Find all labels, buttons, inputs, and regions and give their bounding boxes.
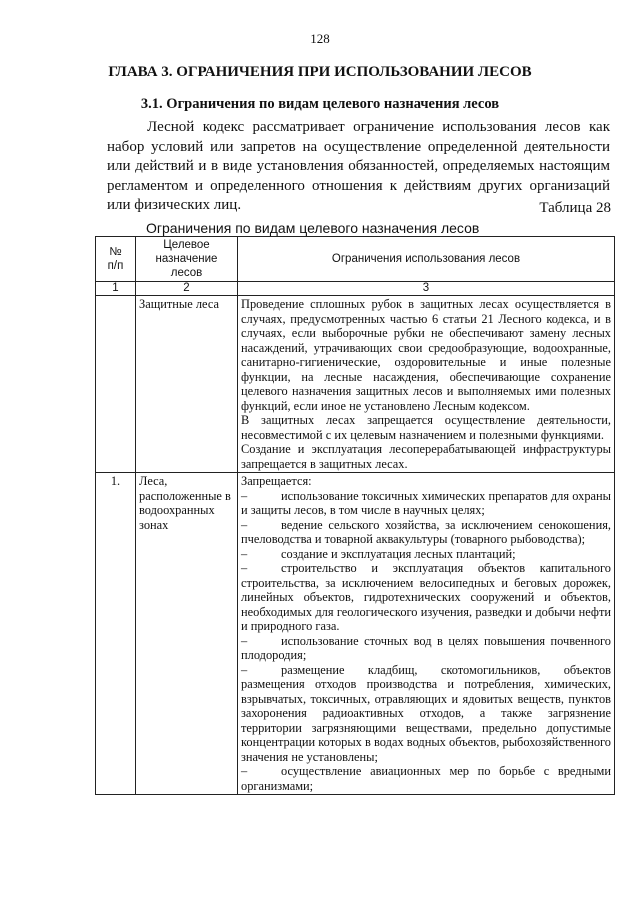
restriction-item-text: создание и эксплуатация лесных плантаций; bbox=[281, 546, 516, 561]
dash-marker: – bbox=[241, 662, 248, 677]
column-number: 2 bbox=[136, 282, 238, 296]
column-number: 3 bbox=[238, 282, 615, 296]
page-number: 128 bbox=[310, 31, 330, 46]
table-title: Ограничения по видам целевого назначения лесов bbox=[146, 220, 480, 236]
row-num: 1. bbox=[96, 473, 136, 795]
table-header-row bbox=[96, 237, 615, 282]
header-purpose: Целевое назначение лесов bbox=[136, 237, 238, 282]
row-purpose: Леса, расположенные в водоохранных зонах bbox=[136, 473, 238, 795]
restriction-item-text: ведение сельского хозяйства, за исключением сенокошения, пчеловодства и товарной аквакультуры (товарного рыбоводства); bbox=[241, 517, 611, 546]
restriction-item-text: строительство и эксплуатация объектов капитального строительства, за исключением велосипедных и беговых дорожек, линейных объектов, гидротехнических сооружений и объектов, необходимых для геологического изучения, разведки и добычи нефти и природного газа. bbox=[241, 561, 611, 633]
header-restrictions: Ограничения использования лесов bbox=[238, 237, 615, 282]
restriction-paragraph: В защитных лесах запрещается осуществление деятельности, несовместимой с их целевым назначением и полезными функциями. bbox=[241, 413, 611, 442]
restriction-item bbox=[241, 489, 611, 518]
restriction-item bbox=[241, 634, 611, 663]
table-label: Таблица 28 bbox=[539, 200, 611, 216]
restriction-paragraph: Создание и эксплуатация лесоперерабатывающей инфраструктуры запрещается в защитных лесах. bbox=[241, 442, 611, 471]
row-num bbox=[96, 296, 136, 473]
chapter-title: ГЛАВА 3. ОГРАНИЧЕНИЯ ПРИ ИСПОЛЬЗОВАНИИ ЛЕСОВ bbox=[108, 64, 532, 80]
restriction-item-text: использование сточных вод в целях повышения почвенного плодородия; bbox=[241, 633, 611, 662]
restrictions-table bbox=[95, 236, 615, 795]
restriction-item bbox=[241, 561, 611, 634]
restriction-item bbox=[241, 547, 611, 562]
restriction-item-text: размещение кладбищ, скотомогильников, объектов размещения отходов производства и потребления, химических, взрывчатых, токсичных, отравляющих и ядовитых веществ, пунктов захоронения радиоактивных отходов, а также загрязнение территории загрязняющими веществами, предельно допустимые концентрации которых в водах водных объектов, рыбохозяйственного значения не установлены; bbox=[241, 662, 611, 764]
column-number-row bbox=[96, 282, 615, 296]
restriction-item-text: осуществление авиационных мер по борьбе с вредными организмами; bbox=[241, 764, 611, 793]
dash-marker: – bbox=[241, 633, 248, 648]
table-row bbox=[96, 296, 615, 473]
dash-marker: – bbox=[241, 488, 248, 503]
dash-marker: – bbox=[241, 517, 248, 532]
intro-text: Лесной кодекс рассматривает ограничение использования лесов как набор условий или запретов на осуществление определенной деятельности или действий и в виде установления обязанностей, определяемых настоящим регламентом и определенного отношения к действиям других организаций или физических лиц. bbox=[107, 119, 610, 214]
restriction-item bbox=[241, 764, 611, 793]
dash-marker: – bbox=[241, 764, 248, 778]
column-number: 1 bbox=[96, 282, 136, 296]
table-row bbox=[96, 473, 615, 795]
restriction-item-text: использование токсичных химических препаратов для охраны и защиты лесов, в том числе в научных целях; bbox=[241, 488, 611, 517]
row-purpose: Защитные леса bbox=[136, 296, 238, 473]
row-restrictions bbox=[238, 473, 615, 795]
section-title: 3.1. Ограничения по видам целевого назначения лесов bbox=[140, 96, 500, 112]
restriction-item bbox=[241, 518, 611, 547]
header-num: № п/п bbox=[96, 237, 136, 282]
dash-marker: – bbox=[241, 546, 248, 561]
dash-marker: – bbox=[241, 561, 248, 575]
row-restrictions bbox=[238, 296, 615, 473]
restriction-intro: Запрещается: bbox=[241, 474, 312, 488]
restriction-paragraph: Проведение сплошных рубок в защитных лесах осуществляется в случаях, предусмотренных частью 6 статьи 21 Лесного кодекса, и в случаях, если выборочные рубки не обеспечивают замену лесных насаждений, утрачивающих свои средообразующие, водоохранные, санитарно-гигиенические, оздоровительные и иные полезные функции, на лесные насаждения, обеспечивающие сохранение целевого назначения защитных лесов и выполняемых ими полезных функций, если иное не установлено Лесным кодексом. bbox=[241, 297, 611, 413]
restriction-item bbox=[241, 663, 611, 765]
